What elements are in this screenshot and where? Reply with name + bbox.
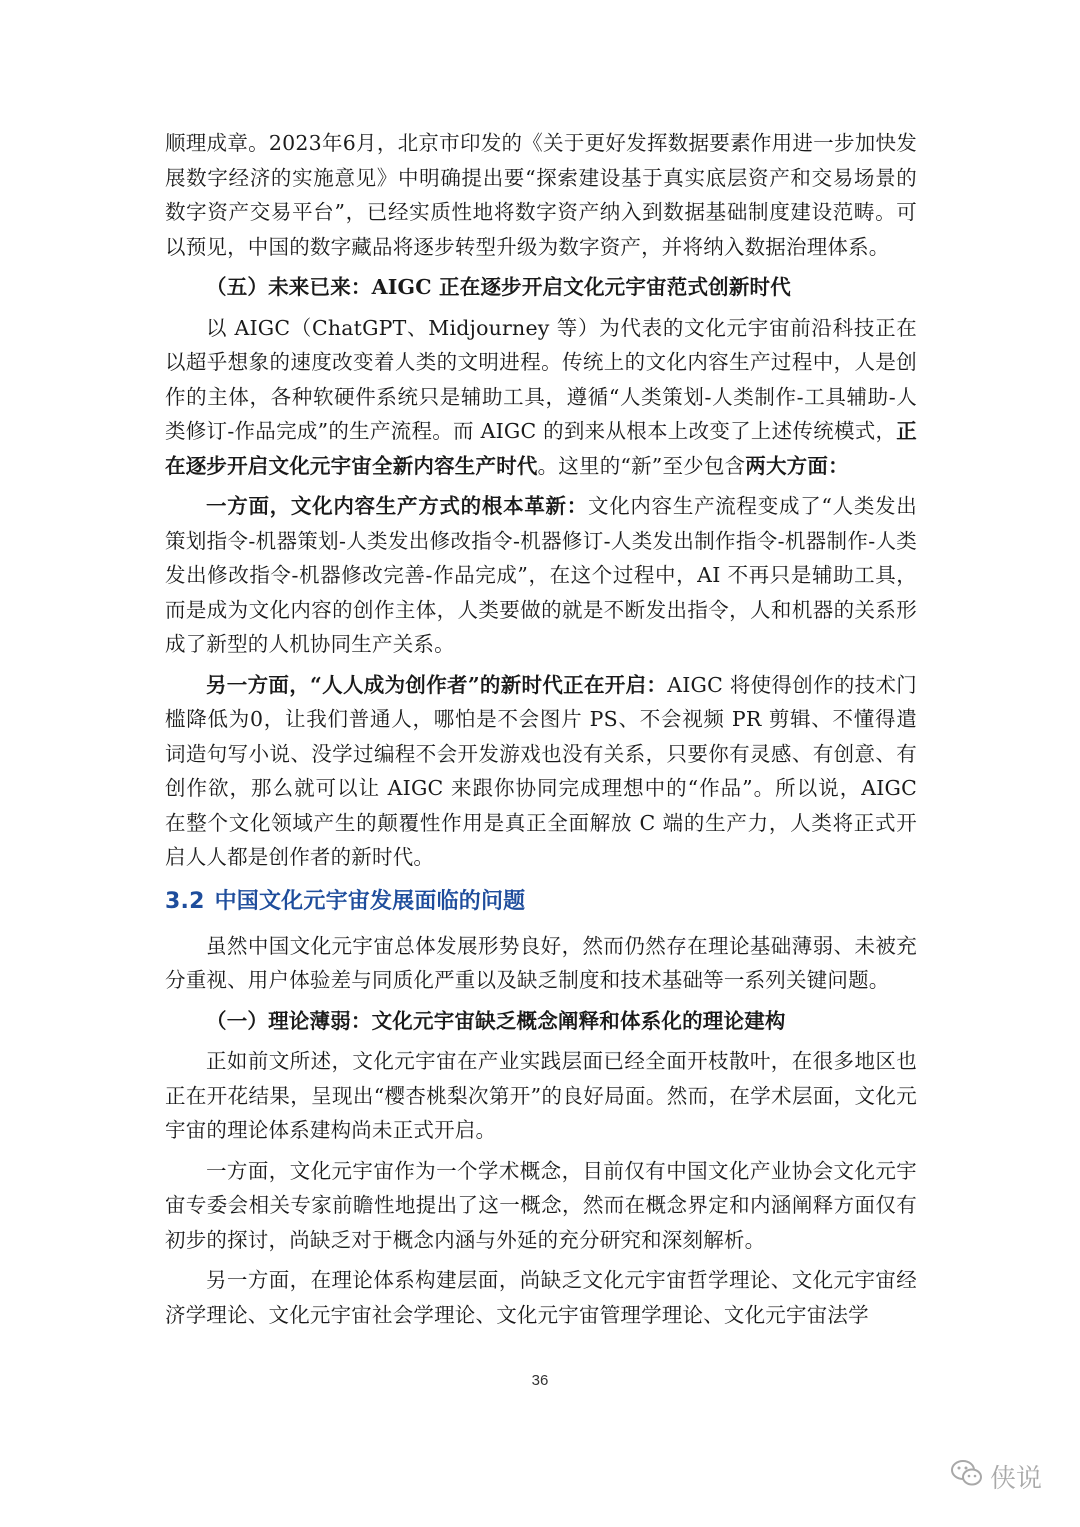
paragraph-one-aspect — [165, 489, 917, 662]
paragraph-theory-2: 一方面，文化元宇宙作为一个学术概念，目前仅有中国文化产业协会文化元宇宙专委会相关专家前瞻性地提出了这一概念，然而在概念界定和内涵阐释方面仅有初步的探讨，尚缺乏对于概念内涵与外延的充分研究和深刻解析。 — [165, 1158, 917, 1252]
section-number: 3.2 — [165, 888, 205, 914]
paragraph-overview: 虽然中国文化元宇宙总体发展形势良好，然而仍然存在理论基础薄弱、未被充分重视、用户体验差与同质化严重以及缺乏制度和技术基础等一系列关键问题。 — [165, 933, 917, 992]
paragraph-theory-3: 另一方面，在理论体系构建层面，尚缺乏文化元宇宙哲学理论、文化元宇宙经济学理论、文化元宇宙社会学理论、文化元宇宙管理学理论、文化元宇宙法学 — [165, 1268, 917, 1327]
bold-lead: 一方面，文化内容生产方式的根本革新： — [206, 494, 588, 518]
text-span: 以 AIGC（ChatGPT、Midjourney 等）为代表的文化元宇宙前沿科技正在以超乎想象的速度改变着人类的文明进程。传统上的文化内容生产过程中，人是创作的主体，各种软硬件系统只是辅助工具，遵循“人类策划-人类制作-工具辅助-人类修订-作品完成”的生产流程。而 AIGC 的到来从根本上改变了上述传统模式， — [165, 315, 917, 443]
page-number: 36 — [531, 1372, 549, 1389]
paragraph-theory-1: 正如前文所述，文化元宇宙在产业实践层面已经全面开枝散叶，在很多地区也正在开花结果，呈现出“樱杏桃梨次第开”的良好局面。然而，在学术层面，文化元宇宙的理论体系建构尚未正式开启。 — [165, 1049, 917, 1142]
paragraph-continuation: 顺理成章。2023年6月，北京市印发的《关于更好发挥数据要素作用进一步加快发展数字经济的实施意见》中明确提出要“探索建设基于真实底层资产和交易场景的数字资产交易平台”，已经实质性地将数字资产纳入到数据基础制度建设范畴。可以预见，中国的数字藏品将逐步转型升级为数字资产，并将纳入数据治理体系。 — [165, 131, 917, 259]
text-span: AIGC 将使得创作的技术门槛降低为0，让我们普通人，哪怕是不会图片 PS、不会视频 PR 剪辑、不懂得遣词造句写小说、没学过编程不会开发游戏也没有关系，只要你有灵感、有创意、有创作欲，那么就可以让 AIGC 来跟你协同完成理想中的“作品”。所以说，AIGC 在整个文化领域产生的颠覆性作用是真正全面解放 C 端的生产力，人类将正式开启人人都是创作者的新时代。 — [165, 672, 918, 869]
subheading-five: （五）未来已来：AIGC 正在逐步开启文化元宇宙范式创新时代 — [206, 275, 791, 299]
paragraph-other-aspect — [165, 668, 917, 875]
subheading-one: （一）理论薄弱：文化元宇宙缺乏概念阐释和体系化的理论建构 — [206, 1008, 786, 1033]
text-span: 文化内容生产流程变成了“人类发出策划指令-机器策划-人类发出修改指令-机器修订-人类发出制作指令-机器制作-人类发出修改指令-机器修改完善-作品完成”，在这个过程中，AI 不再只是辅助工具，而是成为文化内容的创作主体，人类要做的就是不断发出指令，人和机器的关系形成了新型的人机协同生产关系。 — [165, 494, 917, 656]
bold-span: 两大方面： — [745, 453, 849, 478]
paragraph-aigc-intro — [165, 311, 917, 484]
watermark-text: 侠说 — [989, 1464, 1042, 1494]
page-content — [165, 126, 917, 1338]
watermark — [950, 1458, 1042, 1495]
wechat-icon — [950, 1458, 990, 1495]
bold-span: 正在逐步开启文化元宇宙全新内容生产时代 — [165, 419, 917, 478]
section-title: 中国文化元宇宙发展面临的问题 — [214, 888, 526, 914]
section-heading — [165, 885, 917, 919]
text-span: 。这里的“新”至少包含 — [537, 453, 746, 478]
bold-lead: 另一方面，“人人成为创作者”的新时代正在开启： — [206, 672, 668, 697]
